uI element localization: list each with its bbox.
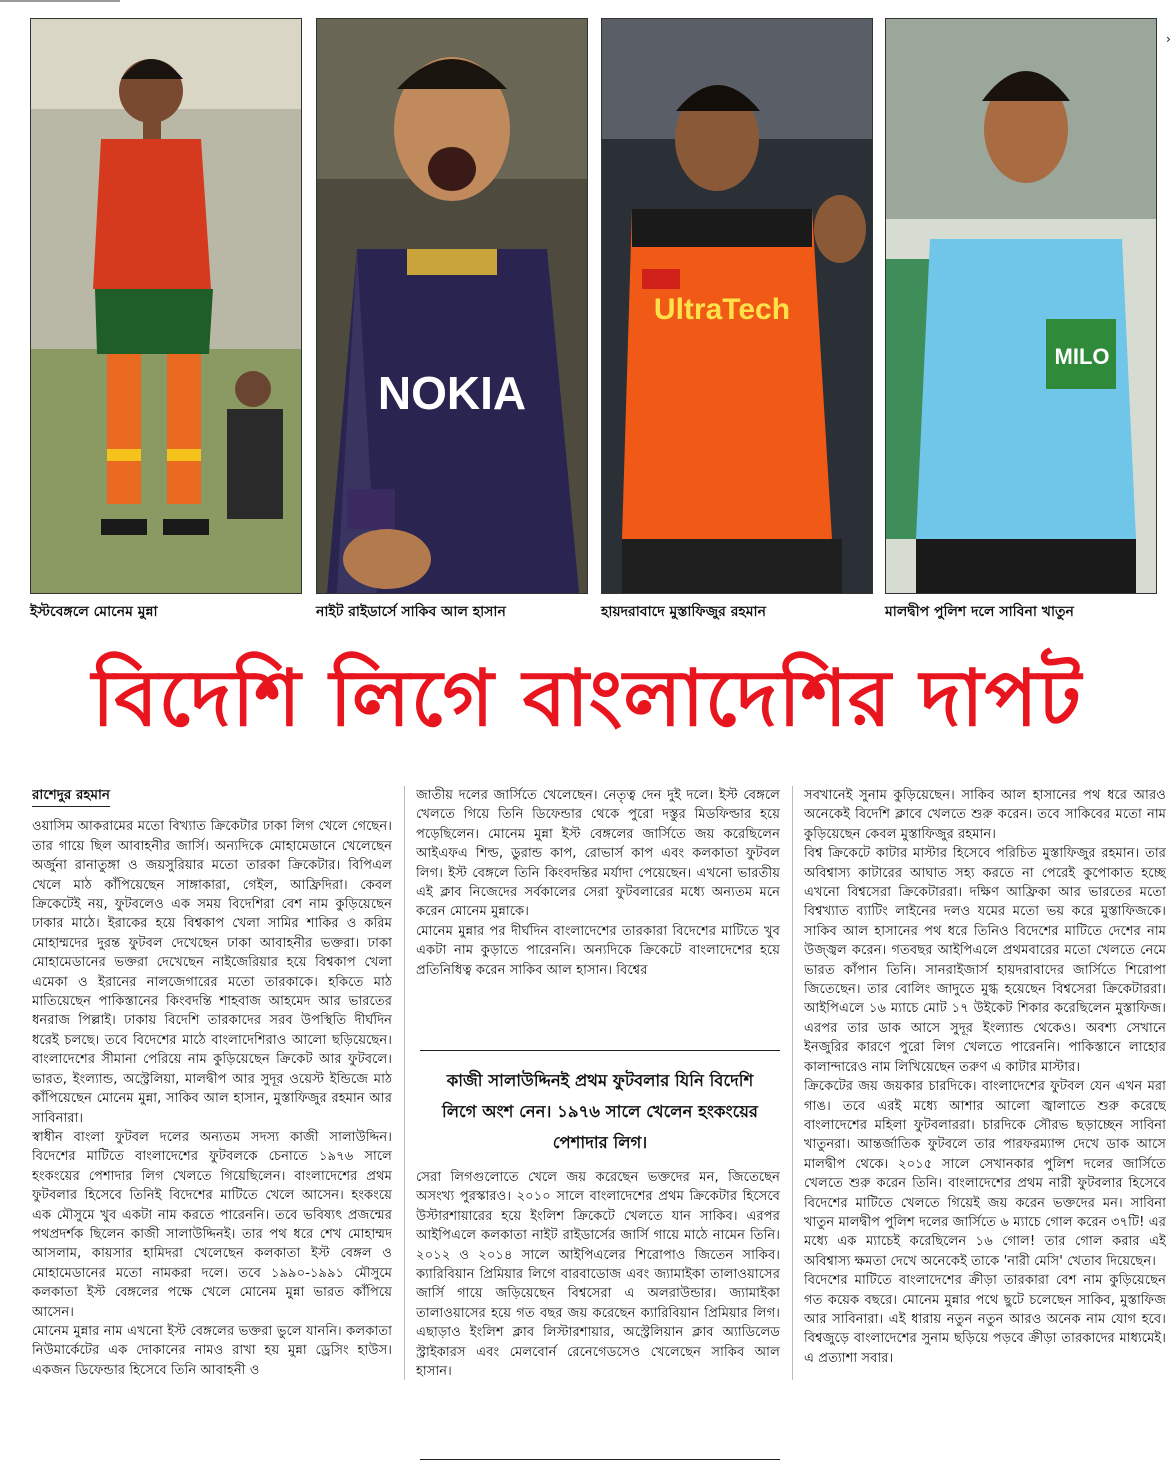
article-paragraph: ওয়াসিম আকরামের মতো বিখ্যাত ক্রিকেটার ঢাকা লিগ খেলে গেছেন। তার গায়ে ছিল আবাহনীর জার্সি। অন্যদিকে মোহামেডানে খেলেছেন অর্জুনা রানাতুঙ্গা ও জয়সুরিয়ার মতো তারকা ক্রিকেটার। বিপিএল খেলে মাঠ কাঁপিয়েছেন সাঙ্গাকারা, গেইল, আফ্রিদিরা। কেবল ক্রিকেটেই নয়, ফুটবলেও এক সময় বিদেশিরা বেশ নাম কুড়িয়েছেন ঢাকার মাঠে। ইরাকের হয়ে বিশ্বকাপ খেলা সামির শাকির ও করিম মোহাম্মদের দুরন্ত ফুটবল দেখেছেন ঢাকা আবাহনীর ভক্তরা। ঢাকা মোহামেডানের ভক্তরা দেখেছেন নাইজেরিয়ার হয়ে বিশ্বকাপ খেলা এমেকা ও ইরানের নালজেগারের মতো তারকাকে। হকিতে মাঠ মাতিয়েছেন পাকিস্তানের কিংবদন্তি শাহবাজ আহমেদ আর ভারতের ধনরাজ পিল্লাই। ঢাকায় বিদেশি তারকাদের সরব উপস্থিতি দীর্ঘদিন ধরেই চলছে। তবে বিদেশের মাঠে বাংলাদেশিরাও আলো ছড়িয়েছেন। বাংলাদেশের সীমানা পেরিয়ে নাম কুড়িয়েছেন ক্রিকেট আর ফুটবলে। ভারত, ইংল্যান্ড, অস্ট্রেলিয়া, মালদ্বীপ আর সুদূর ওয়েস্ট ইন্ডিজে মাঠ কাঁপিয়েছেন মোনেম মুন্না, সাকিব আল হাসান, মুস্তাফিজুর রহমান আর সাবিনারা। — [32, 819, 392, 1126]
edge-mark: › — [1166, 32, 1171, 46]
article-paragraph: সেরা লিগগুলোতে খেলে জয় করেছেন ভক্তদের মন, জিতেছেন অসংখ্য পুরস্কারও। ২০১০ সালে বাংলাদেশের প্রথম ক্রিকেটার হিসেবে উস্টারশায়ারের হয়ে ইংলিশ ক্রিকেটে খেলতে যান সাকিব। এরপর আইপিএলে কলকাতা নাইট রাইডার্সের জার্সি গায়ে মাঠে নামেন তিনি। ২০১২ ও ২০১৪ সালে আইপিএলের শিরোপাও জিতেন সাকিব। ক্যারিবিয়ান প্রিমিয়ার লিগে বারবাডোজ এবং জ্যামাইকা তালাওয়াসের জার্সি গায়ে জড়িয়েছেন বিশ্বসেরা এ অলরাউন্ডার। জ্যামাইকা তালাওয়াসের হয়ে গত বছর জয় করেছেন ক্যারিবিয়ান প্রিমিয়ার লিগ। এছাড়াও ইংলিশ ক্লাব লিস্টারশায়ার, অস্ট্রেলিয়ান ক্লাব অ্যাডিলেড স্ট্রাইকারস এবং মেলবোর্ন রেনেগেডসেও খেলেছেন সাকিব আল হাসান। — [416, 1170, 780, 1380]
cricketer-photo-icon — [317, 19, 587, 593]
article-paragraph: সবখানেই সুনাম কুড়িয়েছেন। সাকিব আল হাসানের পথ ধরে আরও অনেকেই বিদেশি ক্লাবে খেলতে শুরু করেন। তবে সাকিবের মতো নাম কুড়িয়েছেন কেবল মুস্তাফিজুর রহমান। — [804, 788, 1166, 842]
pull-quote-text: কাজী সালাউদ্দিনই প্রথম ফুটবলার যিনি বিদেশি লিগে অংশ নেন। ১৯৭৬ সালে খেলেন হংকংয়ের পেশাদার লিগ। — [442, 1071, 758, 1152]
article-paragraph: বিদেশের মাটিতে বাংলাদেশের ক্রীড়া তারকারা বেশ নাম কুড়িয়েছেন গত কয়েক বছরে। মোনেম মুন্নার পথে ছুটে চলেছেন সাকিব, মুস্তাফিজ আর সাবিনারা। এই ধারায় নতুন নতুন আরও অনেক নাম যোগ হবে। বিশ্বজুড়ে বাংলাদেশের সুনাম ছড়িয়ে পড়বে ক্রীড়া তারকাদের মাধ্যমেই। এ প্রত্যাশা সবার। — [804, 1273, 1166, 1366]
article-paragraph: বিশ্ব ক্রিকেটে কাটার মাস্টার হিসেবে পরিচিত মুস্তাফিজুর রহমান। তার অবিশ্বাস্য কাটারের আঘাত সহ্য করতে না পেরেই কুপোকাত হচ্ছে এখনো বিশ্বসেরা ক্রিকেটাররা। দক্ষিণ আফ্রিকা আর ভারতের মতো বিশ্বখ্যাত ব্যাটিং লাইনের দলও যমের মতো ভয় করে মুস্তাফিজকে। সাকিব আল হাসানের পথ ধরে তিনিও বিদেশের মাটিতে দেশের নাম উজ্জ্বল করেন। গতবছর আইপিএলে প্রথমবারের মতো খেলতে নেমে ভারত কাঁপান তিনি। সানরাইজার্স হায়দরাবাদের জার্সিতে শিরোপা জিতেছেন। তার বোলিং জাদুতে মুগ্ধ হয়েছেন বিশ্বসেরা ক্রিকেটাররা। আইপিএলে ১৬ ম্যাচে মোট ১৭ উইকেট শিকার করেছিলেন মুস্তাফিজ। এরপর তার ডাক আসে সুদূর ইংল্যান্ড থেকেও। অবশ্য সেখানে ইনজুরির কারণে পুরো লিগ খেলতে পারেননি। পাকিস্তানে লাহোর কালান্দারেও নাম লিখিয়েছেন তরুণ এ কাটার মাস্টার। — [804, 846, 1166, 1075]
photo-mustafizur-srh — [601, 18, 873, 594]
photo-sabina-maldives — [885, 18, 1157, 594]
top-rule — [0, 0, 120, 2]
article-column-2-continued — [416, 1168, 780, 1380]
article-column-2 — [416, 786, 780, 1036]
article-column-3 — [804, 786, 1166, 1380]
photo-caption: মালদ্বীপ পুলিশ দলে সাবিনা খাতুন — [885, 604, 1074, 620]
photo-shakib-kkr — [316, 18, 588, 594]
footballer-photo-icon — [31, 19, 301, 593]
photo-caption: হায়দরাবাদে মুস্তাফিজুর রহমান — [601, 604, 766, 620]
article-paragraph: মোনেম মুন্নার পর দীর্ঘদিন বাংলাদেশের তারকারা বিদেশের মাটিতে খুব একটা নাম কুড়াতে পারেননি। অন্যদিকে ক্রিকেটে বাংলাদেশের হয়ে প্রতিনিধিত্ব করেন সাকিব আল হাসান। বিশ্বের — [416, 923, 780, 978]
column-divider — [404, 786, 405, 1380]
photo-caption: নাইট রাইডার্সে সাকিব আল হাসান — [316, 604, 506, 620]
article-paragraph: জাতীয় দলের জার্সিতে খেলেছেন। নেতৃত্ব দেন দুই দলে। ইস্ট বেঙ্গলে খেলতে গিয়ে তিনি ডিফেন্ডার থেকে পুরো দস্তুর মিডফিল্ডার হয়ে পড়েছিলেন। মোনেম মুন্না ইস্ট বেঙ্গলের জার্সিতে জয় করেছিলেন আইএফএ শিল্ড, ডুরান্ড কাপ, রোভার্স কাপ এবং কলকাতা ফুটবল লিগ। ইস্ট বেঙ্গলে তিনি কিংবদন্তির মর্যাদা পেয়েছেন। এখনো ভারতীয় এই ক্লাব নিজেদের সর্বকালের সেরা ফুটবলারের মধ্যে অন্যতম মনে করেন মোনেম মুন্নাকে। — [416, 788, 780, 920]
cricketer-photo-icon — [602, 19, 872, 593]
svg-text:UltraTech: UltraTech — [653, 293, 791, 326]
svg-text:MILO: MILO — [1054, 344, 1110, 369]
photo-monem-munna — [30, 18, 302, 594]
byline: রাশেদুর রহমান — [32, 786, 110, 807]
article-column-1 — [32, 786, 392, 1380]
article-paragraph: মোনেম মুন্নার নাম এখনো ইস্ট বেঙ্গলের ভক্তরা ভুলে যাননি। কলকাতা নিউমার্কেটের এক দোকানের নামও রাখা হয় মুন্না ড্রেসিং হাউস। একজন ডিফেন্ডার হিসেবে তিনি আবাহনী ও — [32, 1323, 392, 1378]
article-paragraph: ক্রিকেটের জয় জয়কার চারদিকে। বাংলাদেশের ফুটবল যেন এখন মরা গাঙ। তবে এরই মধ্যে আশার আলো জ্বালাতে শুরু করেছে বাংলাদেশের মহিলা ফুটবলাররা। চারদিকে সৌরভ ছড়াচ্ছেন সাবিনা খাতুনরা। আন্তর্জাতিক ফুটবলে তার পারফরম্যান্স দেখে ডাক আসে মালদ্বীপ থেকে। ২০১৫ সালে সেখানকার পুলিশ দলের জার্সিতে খেলতে শুরু করেন তিনি। বাংলাদেশের প্রথম নারী ফুটবলার হিসেবে বিদেশের মাটিতে খেলতে গিয়েই জয় করেন ভক্তদের মন। সাবিনা খাতুন মালদ্বীপ পুলিশ দলের জার্সিতে ৬ ম্যাচে গোল করেন ৩৭টি! এর মধ্যে এক ম্যাচেই করেছিলেন ১৬ গোল! তার গোল করার এই অবিশ্বাস্য ক্ষমতা দেখে অনেকেই তাকে 'নারী মেসি' খেতাব দিয়েছেন। — [804, 1079, 1166, 1269]
column-divider — [792, 786, 793, 1380]
headline: বিদেশি লিগে বাংলাদেশির দাপট — [92, 654, 1082, 744]
article-paragraph: স্বাধীন বাংলা ফুটবল দলের অন্যতম সদস্য কাজী সালাউদ্দিন। বিদেশের মাটিতে বাংলাদেশের ফুটবলকে চেনাতে ১৯৭৬ সালে হংকংয়ের পেশাদার লিগ খেলতে গিয়েছিলেন। বাংলাদেশের প্রথম ফুটবলার হিসেবে তিনিই বিদেশের মাটিতে খেলে আসেন। হংকংয়ে এক মৌসুমে খুব একটা নাম করতে পারেননি। তবে ভবিষ্যৎ প্রজন্মের পথপ্রদর্শক ছিলেন কাজী সালাউদ্দিনই। তার পথ ধরে শেখ মোহাম্মদ আসলাম, কায়সার হামিদরা খেলেছেন কলকাতা ইস্ট বেঙ্গল ও মোহামেডানের মতো নামকরা দলে। তবে ১৯৯০-১৯৯১ মৌসুমে কলকাতা ইস্ট বেঙ্গলের পক্ষে খেলে মোনেম মুন্না ভারত কাঁপিয়ে আসেন। — [32, 1129, 392, 1320]
photo-caption: ইস্টবেঙ্গলে মোনেম মুন্না — [30, 604, 158, 620]
svg-text:NOKIA: NOKIA — [377, 367, 527, 419]
footballer-photo-icon — [886, 19, 1156, 593]
